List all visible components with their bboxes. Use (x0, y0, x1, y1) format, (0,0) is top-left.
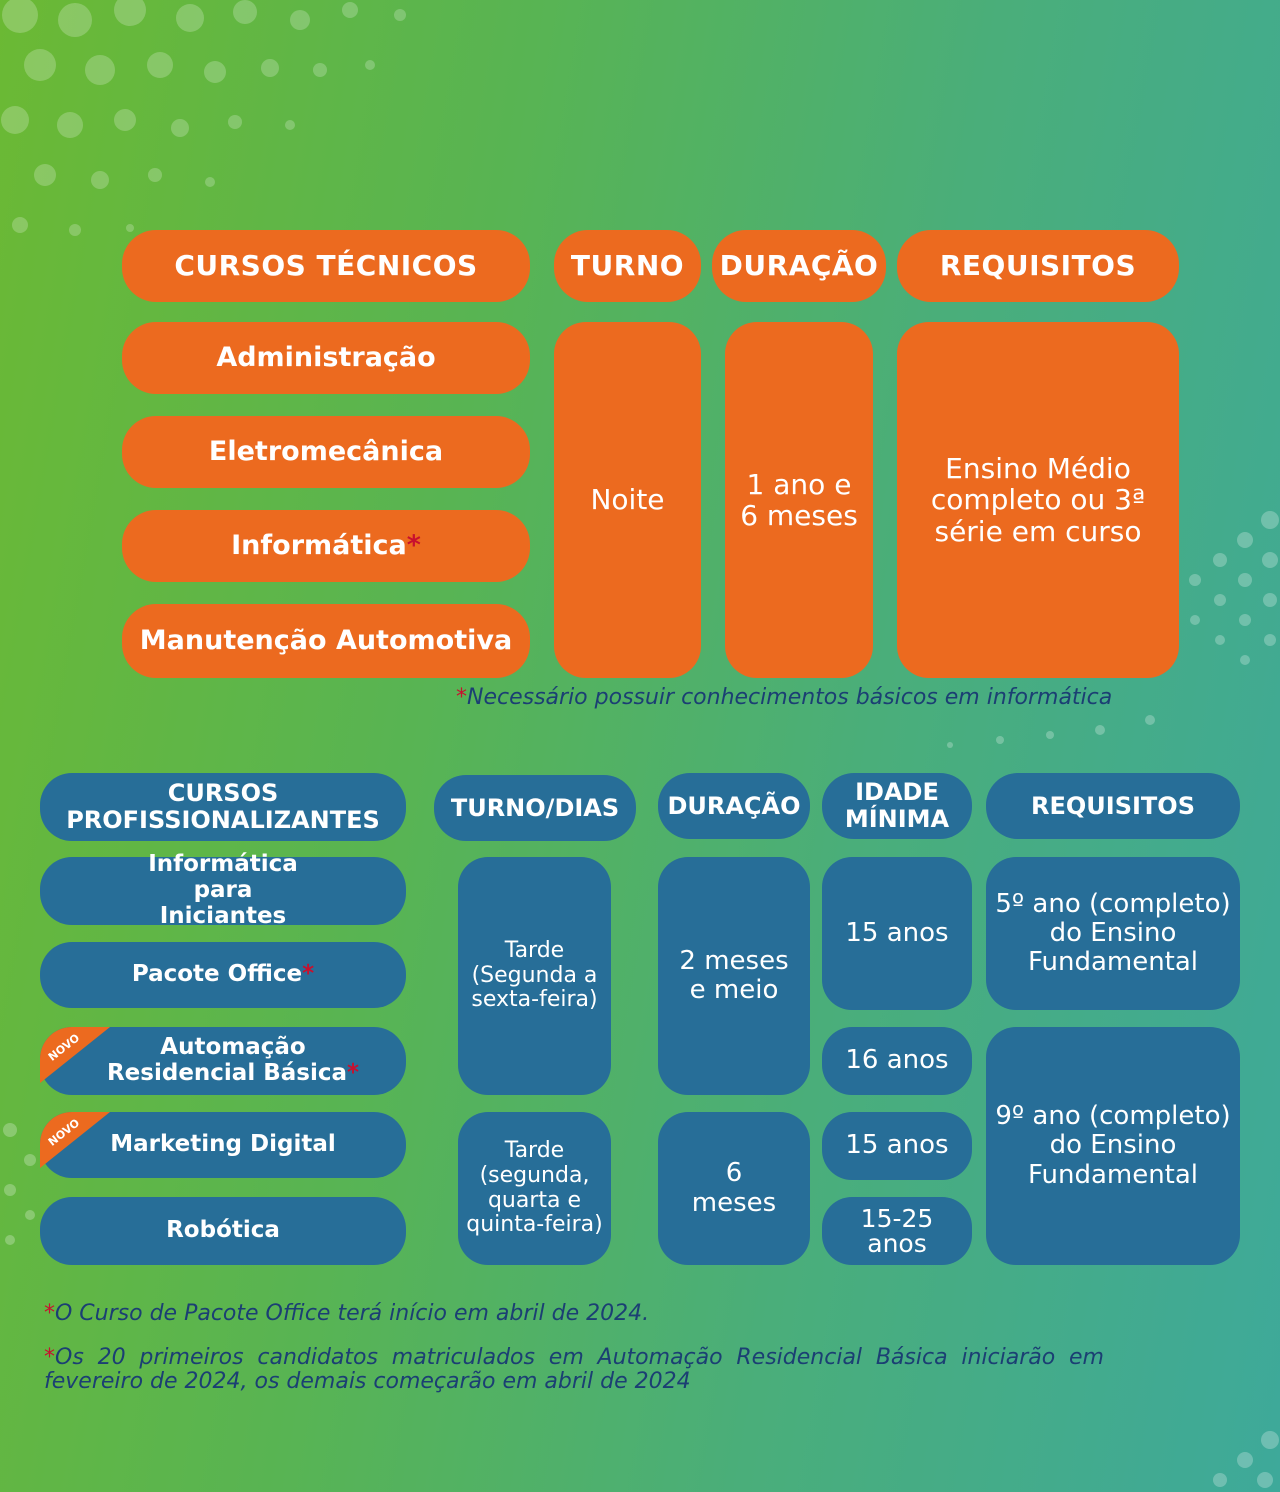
course-administracao (122, 322, 530, 394)
header-cursos-tecnicos (122, 230, 530, 302)
novo-badge (40, 1112, 120, 1172)
footnote-pacote-office (44, 1302, 1144, 1326)
asterisk-mark: * (302, 961, 315, 988)
header-turno-dias-label: TURNO/DIAS (450, 793, 620, 822)
course-label: Administração (216, 341, 436, 373)
idade-value: 15 anos (845, 917, 949, 948)
footnote-text: Os 20 primeiros candidatos matriculados em Automação Residencial Básica iniciarão em fevereiro de 2024, os demais começarão em abril de 2024 (44, 1345, 1104, 1395)
requisitos-value: Ensino Médio completo ou 3ª série em curso (930, 451, 1146, 548)
course-label: Pacote Office (131, 961, 303, 988)
novo-badge-label: NOVO (45, 1031, 83, 1064)
header-turno (554, 230, 701, 302)
novo-badge (40, 1027, 120, 1087)
note-text: Necessário possuir conhecimentos básicos em informática (467, 685, 1113, 710)
cell-requisitos-2 (986, 1027, 1240, 1265)
cell-idade-2 (822, 1027, 972, 1095)
duracao-value: 1 ano e 6 meses (740, 467, 858, 532)
tecnicos-note (456, 686, 1176, 710)
course-robotica (40, 1197, 406, 1265)
cell-requisitos (897, 322, 1179, 678)
header-duracao (712, 230, 886, 302)
novo-badge-label: NOVO (45, 1116, 83, 1149)
cell-duracao-2 (658, 1112, 810, 1265)
cell-duracao-1 (658, 857, 810, 1095)
note-asterisk: * (456, 685, 467, 710)
idade-value: 16 anos (845, 1045, 949, 1076)
footnote-text: O Curso de Pacote Office terá início em abril de 2024. (55, 1301, 650, 1326)
header-requisitos-prof (986, 773, 1240, 839)
duracao-value: 6 meses (691, 1158, 777, 1218)
requisitos-value: 5º ano (completo) do Ensino Fundamental (995, 888, 1231, 978)
turno-value: Tarde (segunda, quarta e quinta-feira) (466, 1138, 603, 1238)
cell-requisitos-1 (986, 857, 1240, 1010)
header-cursos-tecnicos-label: CURSOS TÉCNICOS (174, 249, 478, 283)
header-cursos-profissionalizantes-label: CURSOS PROFISSIONALIZANTES (66, 779, 380, 834)
idade-value: 15 anos (845, 1130, 949, 1161)
requisitos-value: 9º ano (completo) do Ensino Fundamental (995, 1101, 1231, 1190)
turno-value: Noite (590, 483, 665, 517)
course-label: Robótica (166, 1217, 280, 1244)
cell-idade-1 (822, 857, 972, 1010)
cell-idade-3 (822, 1112, 972, 1180)
idade-value: 15-25 anos (860, 1204, 934, 1258)
header-idade-minima-label: IDADE MÍNIMA (844, 778, 950, 833)
header-cursos-profissionalizantes (40, 773, 406, 841)
cell-turno-noite (554, 322, 701, 678)
turno-value: Tarde (Segunda a sexta-feira) (471, 938, 598, 1013)
course-manutencao-automotiva (122, 604, 530, 678)
cell-idade-4 (822, 1197, 972, 1265)
header-requisitos (897, 230, 1179, 302)
course-informatica (122, 510, 530, 582)
course-label: Informática para Iniciantes (148, 851, 298, 929)
header-requisitos-prof-label: REQUISITOS (1031, 791, 1195, 820)
course-label: Manutenção Automotiva (139, 624, 513, 656)
duracao-value: 2 meses e meio (679, 945, 789, 1005)
course-label: Automação Residencial Básica (106, 1034, 347, 1086)
course-informatica-iniciantes (40, 851, 406, 929)
footnote-automacao (44, 1346, 1104, 1394)
footnote-asterisk: * (44, 1345, 55, 1370)
header-requisitos-label: REQUISITOS (939, 249, 1137, 283)
header-turno-dias (434, 775, 636, 841)
cell-duracao (725, 322, 873, 678)
course-eletromecanica (122, 416, 530, 488)
course-label: Eletromecânica (208, 435, 444, 467)
course-pacote-office (40, 942, 406, 1008)
asterisk-mark: * (347, 1060, 360, 1086)
header-duracao-prof-label: DURAÇÃO (667, 791, 801, 820)
header-idade-minima (822, 773, 972, 839)
footnote-asterisk: * (44, 1301, 55, 1326)
cell-turno-tarde-1 (458, 857, 611, 1095)
header-duracao-label: DURAÇÃO (719, 249, 879, 283)
cell-turno-tarde-2 (458, 1112, 611, 1265)
header-turno-label: TURNO (570, 249, 685, 283)
course-label: Informática (231, 529, 407, 561)
asterisk-mark: * (406, 529, 421, 561)
header-duracao-prof (658, 773, 810, 839)
course-label: Marketing Digital (110, 1131, 336, 1158)
